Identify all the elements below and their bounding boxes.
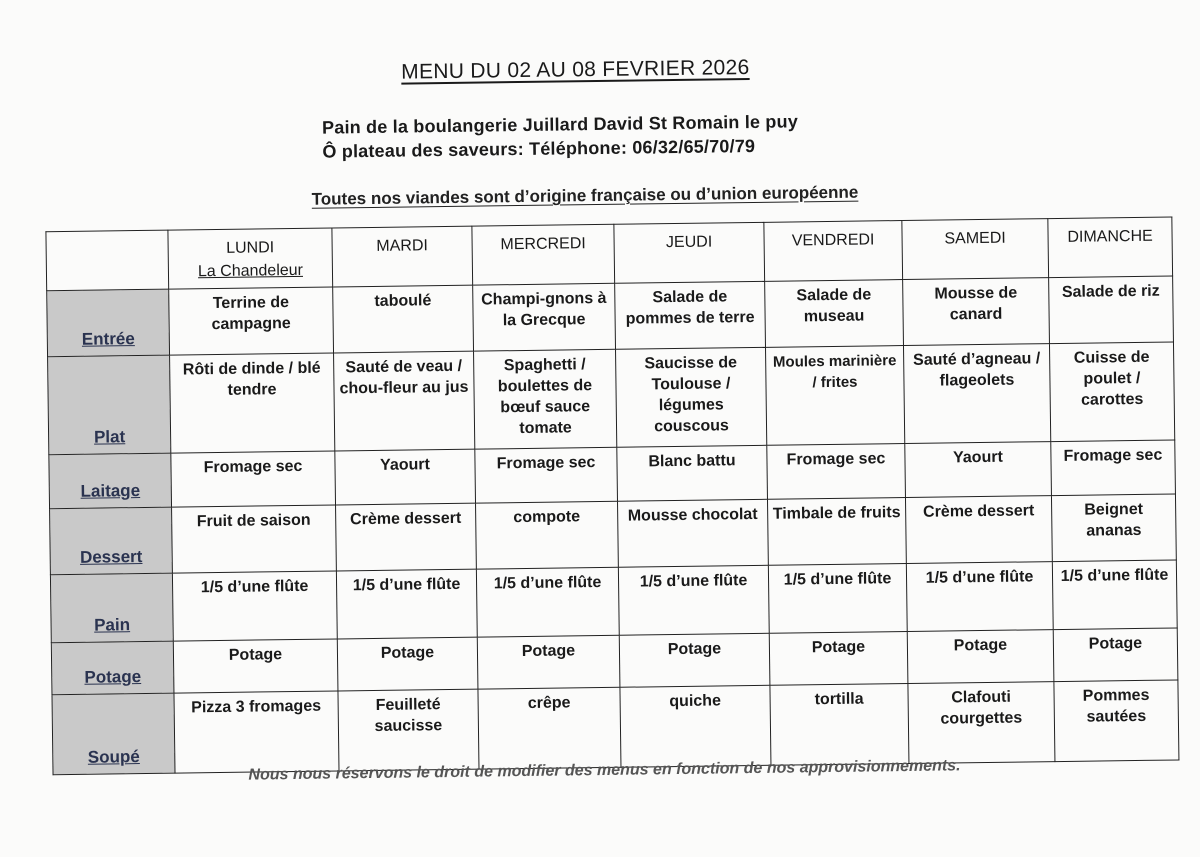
row-label: Pain	[50, 573, 173, 643]
menu-cell: Saucisse de Toulouse / légumes couscous	[616, 347, 767, 447]
menu-cell: quiche	[620, 685, 771, 767]
menu-cell: Spaghetti / boulettes de bœuf sauce tomate	[474, 349, 617, 449]
menu-cell: Potage	[619, 633, 770, 687]
menu-cell: Salade de museau	[765, 280, 904, 348]
day-header-dimanche: DIMANCHE	[1048, 217, 1173, 278]
menu-cell: Potage	[337, 637, 478, 691]
menu-cell: Fromage sec	[171, 451, 336, 507]
menu-cell: 1/5 d’une flûte	[336, 569, 477, 639]
menu-cell: Potage	[477, 635, 620, 689]
row-plat	[48, 342, 1175, 455]
row-label: Entrée	[47, 289, 170, 357]
corner-cell	[46, 230, 169, 291]
special-day-note: La Chandeleur	[197, 261, 304, 281]
menu-cell: Salade de pommes de terre	[615, 281, 766, 349]
menu-cell: Sauté de veau / chou-fleur au jus	[334, 351, 475, 451]
menu-cell: taboulé	[333, 285, 474, 353]
menu-cell: Cuisse de poulet / carottes	[1049, 342, 1174, 442]
menu-cell: crêpe	[478, 687, 621, 769]
origin-notice: Toutes nos viandes sont d’origine française ou d’union européenne	[311, 182, 859, 209]
menu-cell: compote	[476, 501, 619, 569]
menu-cell: 1/5 d’une flûte	[906, 562, 1053, 632]
menu-cell: Pommes sautées	[1054, 680, 1179, 762]
day-header-mardi: MARDI	[332, 226, 473, 287]
menu-cell: tortilla	[770, 683, 909, 765]
menu-cell: Terrine de campagne	[169, 287, 334, 355]
menu-cell: Sauté d’agneau / flageolets	[903, 344, 1050, 444]
menu-cell: Potage	[1053, 628, 1178, 682]
menu-cell: Potage	[907, 630, 1054, 684]
menu-cell: Fromage sec	[767, 444, 906, 500]
menu-cell: 1/5 d’une flûte	[1052, 560, 1177, 630]
menu-cell: Fruit de saison	[172, 505, 337, 573]
row-label: Soupé	[52, 693, 175, 775]
row-label: Plat	[48, 355, 171, 455]
menu-cell: Fromage sec	[475, 447, 618, 503]
day-label: LUNDI	[226, 239, 275, 257]
menu-cell: Potage	[173, 639, 338, 693]
menu-cell: Mousse chocolat	[617, 499, 768, 567]
menu-cell: Mousse de canard	[903, 278, 1050, 346]
page-title: MENU DU 02 AU 08 FEVRIER 2026	[401, 56, 750, 84]
day-header-mercredi: MERCREDI	[472, 224, 615, 285]
menu-cell: Clafouti courgettes	[908, 682, 1055, 764]
footnote: Nous nous réservons le droit de modifier des menus en fonction de nos approvisionnements.	[248, 757, 961, 784]
day-header-vendredi: VENDREDI	[764, 221, 903, 282]
menu-table	[45, 216, 1179, 775]
menu-cell: Timbale de fruits	[767, 498, 906, 566]
menu-cell: Crème dessert	[336, 503, 477, 571]
menu-cell: 1/5 d’une flûte	[172, 571, 337, 641]
menu-cell: 1/5 d’une flûte	[476, 567, 619, 637]
menu-cell: 1/5 d’une flûte	[768, 564, 907, 634]
menu-cell: Crème dessert	[905, 496, 1052, 564]
menu-cell: Yaourt	[905, 442, 1052, 498]
phone-line: Ô plateau des saveurs: Téléphone: 06/32/65/70/79	[322, 135, 756, 162]
menu-cell: Moules marinière / frites	[765, 346, 904, 446]
menu-cell: Beignet ananas	[1051, 494, 1176, 562]
menu-cell: Rôti de dinde / blé tendre	[170, 353, 335, 453]
menu-cell: Blanc battu	[617, 445, 768, 501]
menu-cell: Yaourt	[335, 449, 476, 505]
day-header-jeudi: JEUDI	[614, 222, 765, 283]
menu-cell: Pizza 3 fromages	[174, 691, 339, 773]
menu-cell: Fromage sec	[1051, 440, 1176, 496]
menu-cell: Salade de riz	[1049, 276, 1174, 344]
menu-cell: Potage	[769, 631, 908, 685]
menu-cell: 1/5 d’une flûte	[618, 565, 769, 635]
row-label: Dessert	[50, 507, 173, 575]
day-header-lundi	[168, 228, 333, 289]
row-label: Laitage	[49, 453, 172, 509]
menu-cell: Champi-gnons à la Grecque	[473, 283, 616, 351]
row-label: Potage	[51, 641, 174, 695]
menu-cell: Feuilleté saucisse	[338, 689, 479, 771]
day-header-samedi: SAMEDI	[902, 219, 1049, 280]
bakery-line: Pain de la boulangerie Juillard David St Romain le puy	[321, 111, 799, 138]
